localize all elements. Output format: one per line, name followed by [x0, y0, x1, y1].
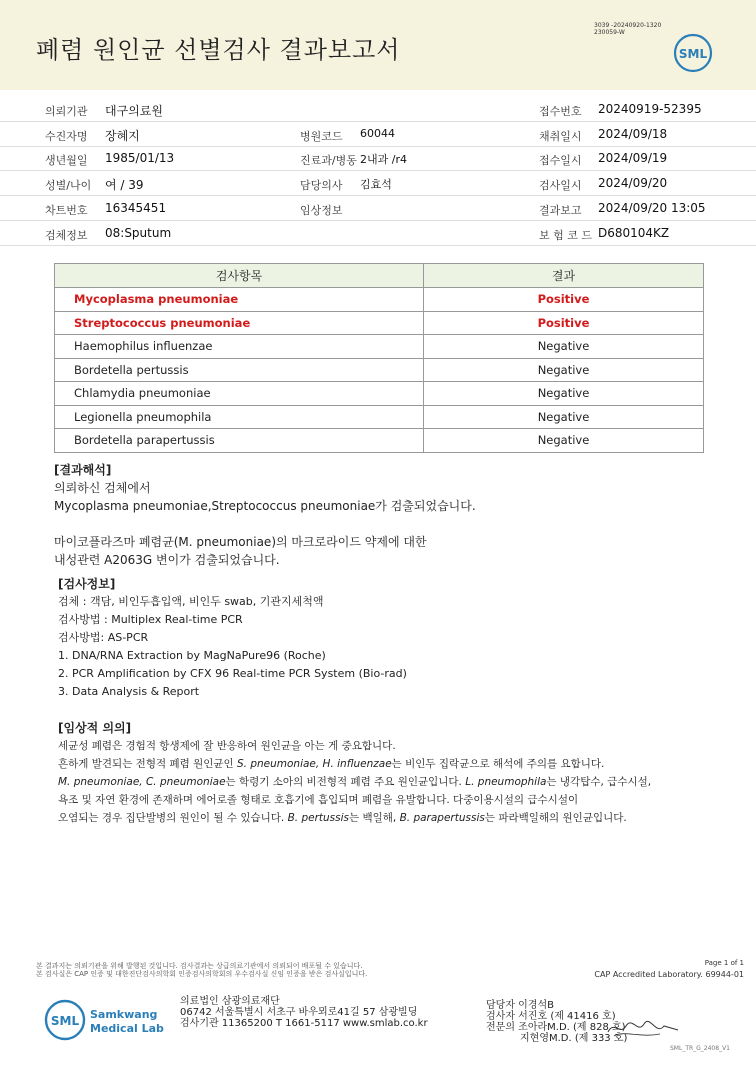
test-item-name: Bordetella parapertussis: [55, 429, 424, 453]
footer-note: 본 검사실은 CAP 인증 및 대한진단검사의학회 인증검사의학회의 우수검사실 신임 인증을 받은 검사실입니다.: [36, 970, 368, 978]
sml-logo-icon: [673, 33, 713, 73]
clinical-title: [임상적 의의]: [58, 721, 132, 735]
test-result-value: Negative: [424, 429, 704, 453]
result-row: [55, 358, 704, 382]
clinical-line: 오염되는 경우 집단발병의 원인이 될 수 있습니다. B. pertussis는 백일해, B. parapertussis는 파라백일해의 원인균입니다.: [58, 812, 627, 824]
samkwang-logo-icon: [44, 998, 174, 1042]
info-value: 2024/09/20 13:05: [598, 200, 706, 215]
lab-name: 의료법인 삼광의료재단: [180, 996, 280, 1007]
cap-accreditation: CAP Accredited Laboratory. 69944-01: [594, 970, 744, 979]
info-label: 성별/나이: [45, 179, 92, 193]
result-row: [55, 335, 704, 359]
lab-contact: 검사기관 11365200 T 1661-5117 www.smlab.co.kr: [180, 1018, 428, 1029]
lab-address: [180, 996, 428, 1029]
signature-line: 지현영M.D. (제 333 호): [520, 1033, 628, 1044]
text-line: 1. DNA/RNA Extraction by MagNaPure96 (Roche): [58, 649, 326, 662]
lab-street: 06742 서울특별시 서초구 바우뫼로41길 57 삼광빌딩: [180, 1007, 418, 1018]
text-line: 내성관련 A2063G 변이가 검출되었습니다.: [54, 553, 280, 567]
text-line: 마이코플라즈마 폐렴균(M. pneumoniae)의 마크로라이드 약제에 대한: [54, 535, 427, 549]
info-value: 2024/09/18: [598, 126, 668, 141]
result-row: [55, 405, 704, 429]
logo-name: Medical Lab: [90, 1022, 164, 1035]
info-row: [0, 97, 756, 122]
handwritten-signature-icon: [604, 1016, 684, 1040]
text-line: 3. Data Analysis & Report: [58, 685, 200, 698]
logo-name: Samkwang: [90, 1008, 158, 1021]
test-item-name: Chlamydia pneumoniae: [55, 382, 424, 406]
info-label: 채취일시: [539, 129, 582, 143]
result-table: [54, 263, 704, 453]
signature-line: 전문의 조아라M.D. (제 828 호): [486, 1022, 626, 1033]
info-row: [0, 221, 756, 246]
interpretation-section: [54, 461, 476, 569]
result-row: [55, 288, 704, 312]
result-row: [55, 311, 704, 335]
footer-logo: [44, 998, 174, 1046]
info-label: 임상정보: [300, 203, 343, 217]
info-row: [0, 171, 756, 196]
info-label: 접수번호: [539, 105, 582, 118]
info-value: 20240919-52395: [598, 102, 702, 116]
signature-line: 검사자 서진호 (제 41416 호): [486, 1011, 616, 1022]
info-value: 2024/09/20: [598, 176, 668, 191]
info-label: 검사일시: [539, 179, 582, 193]
info-label: 결과보고: [539, 203, 582, 217]
text-line: [54, 515, 476, 533]
info-value: 장혜지: [105, 128, 140, 143]
info-value: 08:Sputum: [105, 225, 172, 240]
test-result-value: Positive: [424, 311, 704, 335]
document-code: 3039 -20240920-1320 230059-W: [594, 22, 662, 36]
column-header-result: 결과: [424, 264, 704, 288]
text-line: Mycoplasma pneumoniae,Streptococcus pneumoniae가 검출되었습니다.: [54, 499, 476, 513]
clinical-line: 흔하게 발견되는 전형적 폐렴 원인균인 S. pneumoniae, H. influenzae는 비인두 집락균으로 해석에 주의를 요합니다.: [58, 758, 605, 770]
info-value: D680104KZ: [598, 225, 670, 240]
footer-note: 본 결과지는 의뢰기관을 위해 발행된 것입니다. 검사결과는 상급의료기관에서 의뢰되어 배포될 수 있습니다.: [36, 962, 363, 970]
test-item-name: Haemophilus influenzae: [55, 335, 424, 359]
info-value: 16345451: [105, 200, 167, 215]
info-value: 김효석: [360, 178, 392, 192]
footer-logo-text: SML: [50, 1014, 80, 1028]
clinical-line: 욕조 및 자연 환경에 존재하며 에어로졸 형태로 호흡기에 흡입되며 폐렴을 유발합니다. 다중이용시설의 급수시설이: [58, 794, 579, 806]
test-result-value: Negative: [424, 382, 704, 406]
result-row: [55, 382, 704, 406]
test-result-value: Negative: [424, 358, 704, 382]
form-version: SML_TR_G_2408_V1: [669, 1045, 730, 1052]
info-label: 수진자명: [45, 129, 88, 143]
info-value: 2내과 /r4: [360, 153, 407, 167]
report-title: 폐렴 원인균 선별검사 결과보고서: [36, 36, 401, 64]
clinical-line: 세균성 폐렴은 경험적 항생제에 잘 반응하여 원인균을 아는 게 중요합니다.: [58, 740, 396, 752]
info-value: 대구의료원: [105, 104, 163, 118]
signatures: [486, 1000, 627, 1044]
sml-logo-text: SML: [678, 47, 708, 61]
info-value: 60044: [360, 126, 395, 140]
info-label: 담당의사: [300, 179, 343, 193]
info-label: 생년월일: [45, 154, 88, 168]
text-line: 의뢰하신 검체에서: [54, 481, 151, 495]
test-result-value: Positive: [424, 288, 704, 312]
info-value: 여 / 39: [105, 178, 144, 193]
page-number: Page 1 of 1: [704, 959, 744, 967]
test-result-value: Negative: [424, 335, 704, 359]
result-row: [55, 429, 704, 453]
test-item-name: Mycoplasma pneumoniae: [55, 288, 424, 312]
text-line: 검사방법: AS-PCR: [58, 631, 149, 644]
clinical-section: [58, 719, 651, 827]
footer-accreditation: [594, 958, 744, 980]
info-label: 차트번호: [45, 203, 88, 217]
text-line: 검체 : 객담, 비인두흡입액, 비인두 swab, 기관지세척액: [58, 595, 324, 608]
test-item-name: Legionella pneumophila: [55, 405, 424, 429]
test-result-value: Negative: [424, 405, 704, 429]
info-label: 병원코드: [300, 129, 343, 143]
text-line: 2. PCR Amplification by CFX 96 Real-time PCR System (Bio-rad): [58, 667, 407, 680]
test-item-name: Bordetella pertussis: [55, 358, 424, 382]
info-value: 2024/09/19: [598, 151, 668, 166]
info-label: 보 험 코 드: [539, 228, 592, 242]
test-item-name: Streptococcus pneumoniae: [55, 311, 424, 335]
column-header-item: 검사항목: [55, 264, 424, 288]
info-row: [0, 122, 756, 147]
report-header: [0, 0, 756, 90]
test-info-title: [검사정보]: [58, 577, 116, 591]
info-label: 진료과/병동: [300, 154, 357, 168]
test-info-section: [58, 575, 407, 701]
info-row: [0, 196, 756, 221]
info-label: 접수일시: [539, 154, 582, 168]
text-line: 검사방법 : Multiplex Real-time PCR: [58, 613, 243, 626]
signature-line: 담당자 이경석B: [486, 1000, 554, 1011]
footer-notes: [36, 962, 367, 978]
clinical-line: M. pneumoniae, C. pneumoniae는 학령기 소아의 비전형적 폐렴 주요 원인균입니다. L. pneumophila는 냉각탑수, 급수시설,: [58, 776, 652, 788]
info-row: [0, 146, 756, 171]
info-label: 검체정보: [45, 228, 88, 242]
info-value: 1985/01/13: [105, 151, 175, 166]
info-label: 의뢰기관: [45, 105, 88, 118]
interpretation-title: [결과해석]: [54, 463, 112, 477]
